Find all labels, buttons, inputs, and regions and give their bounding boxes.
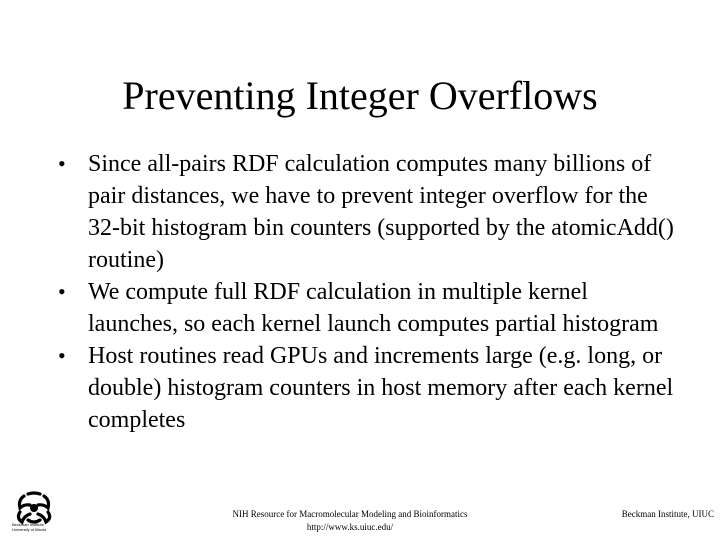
logo-caption-line: Beckman Institute	[12, 522, 44, 527]
bullet-marker: •	[58, 151, 66, 176]
bullet-list	[58, 148, 678, 436]
slide-title: Preventing Integer Overflows	[122, 73, 598, 118]
footer-resource-name: NIH Resource for Macromolecular Modeling and Bioinformatics	[232, 509, 468, 519]
bullet-text: We compute full RDF calculation in multiple kernel launches, so each kernel launch computes partial histogram	[88, 279, 659, 337]
bullet-item	[58, 276, 678, 340]
bullet-marker: •	[58, 279, 66, 304]
footer-center	[200, 508, 500, 534]
footer-institution: Beckman Institute, UIUC	[621, 509, 714, 519]
footer-url: http://www.ks.uiuc.edu/	[306, 522, 394, 532]
bullet-item	[58, 148, 678, 276]
bullet-text: Since all-pairs RDF calculation computes many billions of pair distances, we have to prevent integer overflow for the 32-bit histogram bin counters (supported by the atomicAdd() routine)	[88, 151, 674, 273]
bullet-text: Host routines read GPUs and increments large (e.g. long, or double) histogram counters in host memory after each kernel completes	[88, 343, 674, 433]
bullet-marker: •	[58, 343, 66, 368]
logo-caption-line: University of Illinois	[12, 527, 47, 532]
logo-caption	[12, 522, 46, 532]
bullet-item	[58, 340, 678, 436]
